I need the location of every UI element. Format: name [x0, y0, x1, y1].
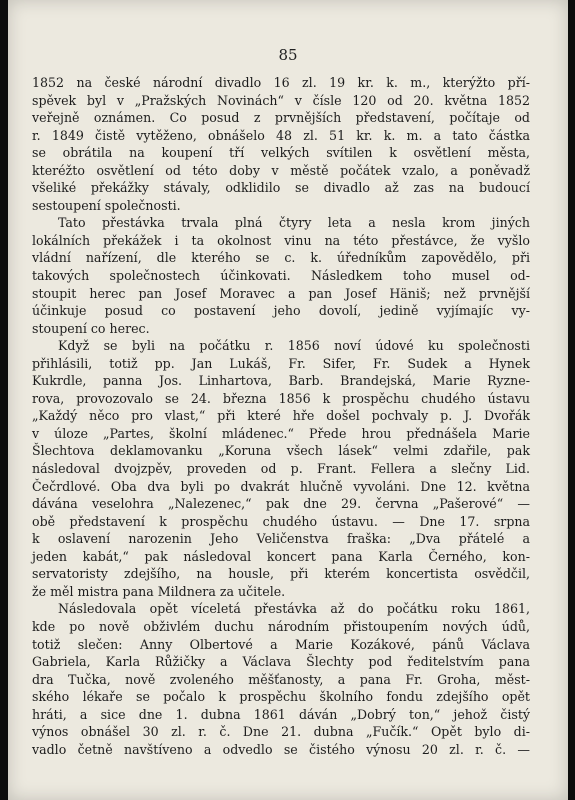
text-line: stoupení co herec. — [32, 320, 150, 336]
text-line: sestoupení společnosti. — [32, 197, 181, 213]
text-line: Kukrdle, panna Jos. Linhartova, Barb. Brandejská, Marie Ryzne- — [32, 373, 530, 389]
text-line: servatoristy zdejšího, na housle, při kterém koncertista osvědčil, — [32, 566, 530, 582]
text-line: k oslavení narozenin Jeho Veličenstva fraška: „Dva přátelé a — [32, 531, 530, 547]
text-line: stoupit herec pan Josef Moravec a pan Josef Häniš; než prvnější — [32, 285, 530, 301]
text-line: r. 1849 čistě vytěženo, obnášelo 48 zl. 51 kr. k. m. a tato částka — [32, 127, 530, 143]
text-line: v úloze „Partes, školní mládenec.“ Přede hrou přednášela Marie — [32, 425, 530, 441]
text-line: veřejně oznámen. Co posud z prvnějších představení, počítaje od — [32, 110, 530, 126]
text-line: kteréžto osvětlení od této doby v městě počátek vzalo, a poněvadž — [32, 162, 530, 178]
text-line: 1852 na české národní divadlo 16 zl. 19 kr. k. m., kterýžto pří- — [32, 75, 530, 90]
page-number: 85 — [278, 46, 298, 64]
text-line: se obrátila na koupení tří velkých svítilen k osvětlení města, — [32, 145, 530, 161]
text-line: spěvek byl v „Pražských Novinách“ v čísle 120 od 20. května 1852 — [32, 92, 530, 108]
text-line: ského lékaře se počalo k prospěchu školního fondu zdejšího opět — [32, 689, 530, 705]
text-line: Gabriela, Karla Růžičky a Václava Šlechty pod ředitelstvím pana — [32, 654, 530, 670]
text-line: dra Tučka, nově zvoleného měšťanosty, a pana Fr. Groha, měst- — [32, 671, 530, 687]
text-line: hráti, a sice dne 1. dubna 1861 dáván „Dobrý ton,“ jehož čistý — [32, 706, 530, 722]
text-line: následoval dvojzpěv, proveden od p. Frant. Fellera a slečny Lid. — [32, 461, 530, 477]
text-line: rova, provozovalo se 24. března 1856 k prospěchu chudého ústavu — [32, 390, 530, 406]
text-line: Šlechtova deklamovanku „Koruna všech lásek“ velmi zdařile, pak — [32, 443, 530, 459]
text-line: že měl mistra pana Mildnera za učitele. — [32, 583, 286, 599]
text-line: výnos obnášel 30 zl. r. č. Dne 21. dubna „Fučík.“ Opět bylo di- — [32, 724, 530, 740]
text-line: jeden kabát,“ pak následoval koncert pana Karla Černého, kon- — [32, 548, 530, 564]
text-line: Když se byli na počátku r. 1856 noví údové ku společnosti — [58, 338, 530, 354]
text-line: kde po nově obživlém duchu národním přistoupením nových údů, — [32, 618, 530, 634]
text-line: dávána veselohra „Nalezenec,“ pak dne 29. června „Pašerové“ — — [32, 496, 530, 512]
body-text — [32, 74, 530, 758]
text-line: Čečrdlové. Oba dva byli po dvakrát hlučně vyvoláni. Dne 12. května — [32, 478, 530, 494]
text-line: účinkuje posud co postavení jeho dovolí, jedině vyjímajíc vy- — [32, 303, 530, 319]
text-line: „Každý něco pro vlast,“ při které hře došel pochvaly p. J. Dvořák — [32, 408, 530, 424]
text-line: totiž slečen: Anny Olbertové a Marie Kozákové, pánů Václava — [32, 636, 530, 652]
text-line: takových společnostech účinkovati. Následkem toho musel od- — [32, 268, 530, 284]
text-line: Tato přestávka trvala plná čtyry leta a nesla krom jiných — [58, 215, 530, 231]
text-line: vadlo četně navštíveno a odvedlo se čistého výnosu 20 zl. r. č. — — [32, 741, 530, 757]
text-line: Následovala opět víceletá přestávka až do počátku roku 1861, — [58, 601, 530, 617]
text-line: obě představení k prospěchu chudého ústavu. — Dne 17. srpna — [32, 513, 530, 529]
text-line: lokálních překážek i ta okolnost vinu na této přestávce, že vyšlo — [32, 232, 530, 248]
text-line: všeliké překážky stávaly, odklidilo se divadlo až zas na budoucí — [32, 180, 530, 196]
book-page — [8, 0, 568, 800]
text-line: vládní nařízení, dle kterého se c. k. úředníkům zapovědělo, při — [32, 250, 530, 266]
text-line: přihlásili, totiž pp. Jan Lukáš, Fr. Sifer, Fr. Sudek a Hynek — [32, 355, 530, 371]
